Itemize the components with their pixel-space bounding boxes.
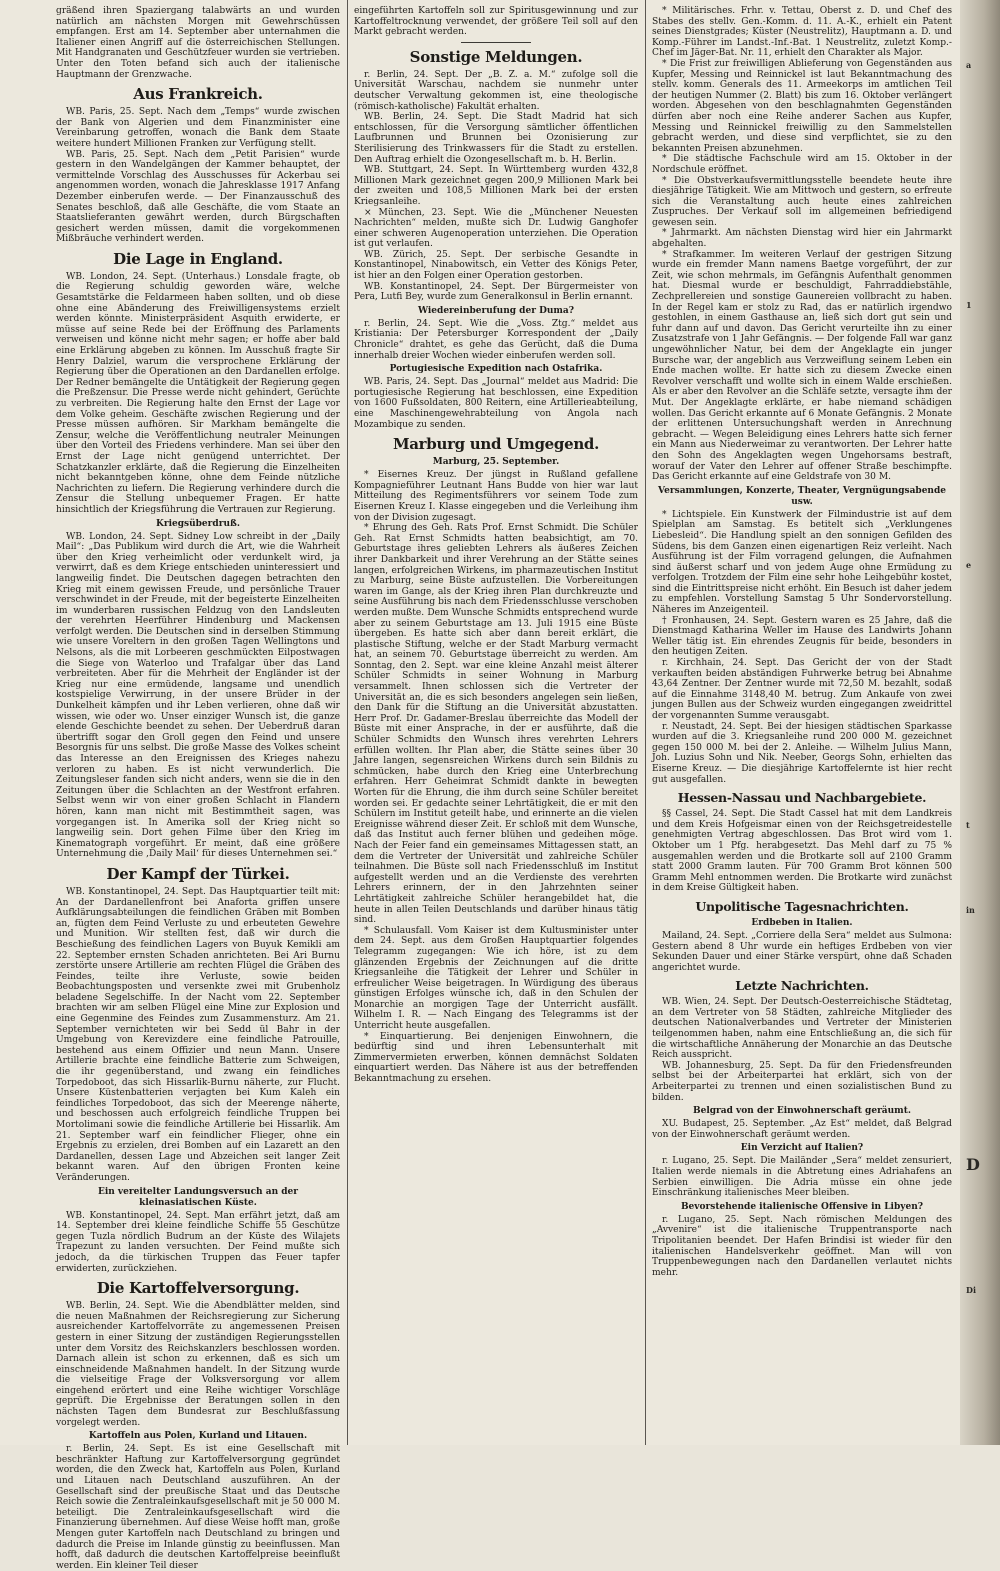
subheading: Wiedereinberufung der Duma? [417, 305, 575, 316]
headline-hessen: Hessen-Nassau und Nachbargebiete. [677, 790, 927, 806]
news-item: r. Berlin, 24. Sept. Der „B. Z. a. M.“ zufolge soll die Universität Warschau, nachdem sie nunmehr unter deutscher Verwaltung gekommen ist, eine theologische (römisch-katholische) Fakultät erhalten. [354, 69, 638, 112]
subheading: Bevorstehende italienische Offensive in Libyen? [680, 1201, 924, 1212]
subheading: Portugiesische Expedition nach Ostafrika. [389, 364, 603, 375]
subheading: Kriegsüberdruß. [156, 518, 240, 529]
news-item: WB. Zürich, 25. Sept. Der serbische Gesandte in Konstantinopel, Ninabowitsch, ein Vetter des Königs Peter, ist hier an den Folgen einer Operation gestorben. [354, 249, 638, 282]
news-item: WB. Paris, 25. Sept. Nach dem „Petit Parisien“ wurde gestern in den Wandelgängen der Kammer behauptet, der vermittelnde Vorschlag des Ausschusses für Ackerbau sei angenommen worden, wonach die Jahresklasse 1917 Anfang Dezember einberufen werde. — Der Finanzausschuß des Senates beschloß, daß alle Geschäfte, die vom Staate an Staatslieferanten gewährt werden, durch Bürgschaften gesichert werden müssen, damit die vorgekommenen Mißbräuche verhindert werden. [56, 149, 340, 245]
news-item: WB. Konstantinopel, 24. Sept. Der Bürgermeister von Pera, Lutfi Bey, wurde zum Generalkonsul in Berlin ernannt. [354, 281, 638, 303]
news-item: * Eisernes Kreuz. Der jüngst in Rußland gefallene Kompagnieführer Leutnant Hans Budde von hier war laut Mitteilung des Regimentsführers vor seinem Tode zum Eisernen Kreuz I. Klasse eingegeben und die Verleihung ihm von der Division zugesagt. [354, 470, 638, 523]
edge-fragment: Di [966, 1285, 976, 1295]
news-item: * Die Frist zur freiwilligen Ablieferung von Gegenständen aus Kupfer, Messing und Reinnickel ist laut Bekanntmachung des stellv. komm. Generals des 11. Armeekorps im amtlichen Teil der heutigen Nummer (2. Blatt) bis zum 16. Oktober verlängert worden. Abgesehen von den beschlagnahmten Gegenständen dürfen aber noch eine Reihe anderer Sachen aus Kupfer, Messing und Reinnickel freiwillig zu den Sammelstellen gebracht werden, und diese sind verpflichtet, sie zu den bekannten Preisen abzunehmen. [652, 58, 952, 154]
news-item: §§ Cassel, 24. Sept. Die Stadt Cassel hat mit dem Landkreis und dem Kreis Hofgeismar einen von der Reichsgetreidestelle genehmigten Vertrag abgeschlossen. Das Brot wird vom 1. Oktober um 1 Pfg. herabgesetzt. Das Mehl darf zu 75 % ausgemahlen werden und die Brotkarte soll auf 2100 Gramm statt 2000 Gramm lauten. Für 700 Gramm Brot können 500 Gramm Mehl entnommen werden. Die Brotkarte wird zunächst in dem Kreise Gültigkeit haben. [652, 809, 952, 894]
edge-fragment: a [966, 60, 972, 70]
news-item: WB. Konstantinopel, 24. Sept. Das Hauptquartier teilt mit: An der Dardanellenfront bei Anaforta griffen unsere Aufklärungsabteilungen die feindlichen Gräben mit Bomben an, fügten dem Feind Verluste zu und erbeuteten Gewehre und Munition. Wir stellten fest, daß wir durch die Beschießung des feindlichen Lagers von Buyuk Kemikli am 22. September ernsten Schaden anrichteten. Bei Ari Burnu zerstörte unsere Artillerie am rechten Flügel die Gräben des Feindes, teilte ihre Verluste, sowie beiden Beobachtungsposten und versenkte zwei mit Grubenholz beladene Segelschiffe. In der Nacht vom 22. September brachten wir am selben Flügel eine Mine zur Explosion und eine Gegenmine des Feindes zum Zusammensturz. Am 21. September vernichteten wir bei Sedd ül Bahr in der Umgebung von Kerevizdere eine feindliche Patrouille, bestehend aus einem Offizier und neun Mann. Unsere Artillerie brachte eine feindliche Batterie zum Schweigen, die ihr gegenüberstand, und zwang ein feindliches Torpedoboot, das sich Hissarlik-Burnu näherte, zur Flucht. Unsere Küstenbatterien verjagten bei Kum Kaleh ein feindliches Torpedoboot, das sich der Meerenge näherte, und beschossen auch erfolgreich feindliche Truppen bei Mortolimani sowie die feindliche Artillerie bei Hissarlik. Am 21. September warf ein feindlicher Flieger, ohne ein Ergebnis zu erzielen, drei Bomben auf ein Lazarett an den Dardanellen, dessen Lage und Abzeichen seit langer Zeit bekannt waren. Auf den übrigen Fronten keine Veränderungen. [56, 886, 340, 1183]
news-item: WB. Konstantinopel, 24. Sept. Man erfährt jetzt, daß am 14. September drei kleine feindliche Schiffe 55 Geschütze gegen Tuzla nördlich Budrum an der Küste des Wilajets Trapezunt zu landen versuchten. Der Feind mußte sich jedoch, da die türkischen Truppen das Feuer tapfer erwiderten, zurückziehen. [56, 1210, 340, 1274]
news-item: WB. Paris, 25. Sept. Nach dem „Temps“ wurde zwischen der Bank von Algerien und dem Finanzminister eine Vereinbarung getroffen, wonach die Bank dem Staate weitere hundert Millionen Franken zur Verfügung stellt. [56, 107, 340, 149]
news-item: r. Lugano, 25. Sept. Nach römischen Meldungen des „Avvenire“ ist die italienische Truppentransporte nach Tripolitanien beendet. Der Hafen Brindisi ist wieder für den italienischen Handelsverkehr geöffnet. Man will von Truppenbewegungen nach den Dardanellen verlautet nichts mehr. [652, 1214, 952, 1278]
subheading: Versammlungen, Konzerte, Theater, Vergnügungsabende usw. [658, 485, 946, 507]
column-3 [652, 6, 952, 1439]
news-item: * Schulausfall. Vom Kaiser ist dem Kultusminister unter dem 24. Sept. aus dem Großen Hauptquartier folgendes Telegramm zugegangen: Wie ich höre, ist zu dem glänzenden Ergebnis der Zeichnungen auf die dritte Kriegsanleihe die Tätigkeit der Lehrer und Schüler in erfreulicher Weise beigetragen. In Würdigung des überaus günstigen Erfolges wünsche ich, daß in den Schulen der Monarchie an morgigen Tage der Unterricht ausfällt. Wilhelm I. R. — Nach Eingang des Telegramms ist der Unterricht heute ausgefallen. [354, 925, 638, 1032]
news-item: * Einquartierung. Bei denjenigen Einwohnern, die bedürftig sind und ihren Lebensunterhalt mit Zimmervermieten erwerben, können demnächst Soldaten einquartiert werden. Das Nähere ist aus der betreffenden Bekanntmachung zu ersehen. [354, 1031, 638, 1085]
headline-frankreich: Aus Frankreich. [133, 85, 263, 104]
headline-england: Die Lage in England. [113, 249, 283, 268]
edge-fragment: in [966, 905, 975, 915]
news-item: WB. London, 24. Sept. (Unterhaus.) Lonsdale fragte, ob die Regierung schuldig geworden wäre, welche Gesamtstärke die Feldarmeen haben sollten, und ob diese ohne eine Abänderung des Freiwilligensystems erzielt werden könnte. Ministerpräsident Asquith erwiderte, er müsse auf seine Rede bei der Eröffnung des Parlaments verweisen und könne nicht mehr sagen; er hoffe aber bald eine Erklärung abgeben zu können. Im Ausschuß fragte Sir Henry Dalziel, warum die versprochene Erklärung der Regierung über die Operationen an den Dardanellen erfolge. Der Redner bemängelte die Untätigkeit der Regierung gegen die Preßzensur. Die Presse werde nicht gehindert, Gerüchte zu verbreiten. Die Regierung halte den Ernst der Lage vor dem Volke geheim. Geschäfte zwischen Regierung und der Presse müssen aufhören. Sir Markham bemängelte die Zensur, welche die Veröffentlichung neutraler Meinungen über den Vorteil des Friedens verhindere. Man sei über den Ernst der Lage nicht genügend unterrichtet. Der Schatzkanzler erklärte, daß die Regierung die Einzelheiten nicht bekanntgeben könne, ohne dem Feinde nützliche Nachrichten zu liefern. Die Regierung verhindere durch die Zensur die Stellung unbequemer Fragen. Er hatte hinsichtlich der Kriegsführung die Vertrauen zur Regierung. [56, 271, 340, 515]
subheading: Ein Verzicht auf Italien? [740, 1143, 864, 1154]
news-item: WB. London, 24. Sept. Sidney Low schreibt in der „Daily Mail“: „Das Publikum wird durch die Art, wie die Wahrheit über den Krieg verheimlicht oder verdunkelt wird, ja verwirrt, daß es dem Kriege entschieden uninteressiert und langweilig findet. Die Deutschen dagegen betrachten den Krieg mit einem gewissen Freude, und persönliche Trauer verschwindet in der Freude, mit der begeisterte Einzelheiten im wunderbaren russischen Feldzug von den Landsleuten der verehrten Heerführer Hindenburg und Mackensen verfolgt werden. Die Deutschen sind in derselben Stimmung wie unsere Voreltern in den großen Tagen Wellingtons und Nelsons, als die mit Lorbeeren geschmückten Eilpostwagen die Siege von Waterloo und Trafalgar über das Land verbreiteten. Aber für die Mehrheit der Engländer ist der Krieg nur eine ermüdende, langsame und unendlich kostspielige Verwirrung, in der unsere Brüder in der Dunkelheit kämpfen und ihr Leben verlieren, ohne daß wir wissen, wie oder wo. Unser einziger Wunsch ist, die ganze elende Geschichte beendet zu sehen. Der Ueberdruß daran übertrifft sogar den Groll gegen den Feind und unsere Besorgnis für uns selbst. Die große Masse des Volkes scheint das Interesse an den Ereignissen des Krieges nahezu verloren zu haben. Es ist nicht verwunderlich. Die Zeitungsleser fanden sich nicht anders, wenn sie die in den Zeitungen über die Schlachten an der Westfront erfahren. Selbst wenn wir von einer großen Schlacht in Flandern hören, kann man nicht mit Bestimmtheit sagen, was vorgegangen ist. In Amerika soll der Krieg nicht so langweilig sein. Dort gehen Filme über den Krieg im Kinematograph vorgeführt. Er meint, daß eine größere Unternehmung die ‚Daily Mail‘ für dieses Unternehmen sei.“ [56, 531, 340, 860]
headline-unpolitische: Unpolitische Tagesnachrichten. [695, 898, 909, 914]
news-item: r. Lugano, 25. Sept. Die Mailänder „Sera“ meldet zensuriert, Italien werde niemals in die Abtretung eines Adriahafens an Serbien einwilligen. Die Adria müsse ein ohne jede Einschränkung italienisches Meer bleiben. [652, 1156, 952, 1199]
news-item: * Strafkammer. Im weiteren Verlauf der gestrigen Sitzung wurde ein fremder Mann namens Baetge vorgeführt, der zur Zeit, wie schon mehrmals, im Gefängnis Aufenthalt genommen hat. Diesmal wurde er beschuldigt, Fahrraddiebstähle, Zechprellereien und sonstige Gaunereien vollbracht zu haben. In der Regel kam er stolz zu Rad, das er natürlich irgendwo gestohlen, in einem Gasthause an, ließ sich dort gut sein und fuhr dann auf und davon. Das Gericht verurteilte ihn zu einer Zusatzstrafe von 1 Jahr Gefängnis. — Der folgende Fall war ganz ungewöhnlicher Natur, bei dem der Angeklagte ein junger Bursche war, der angeblich aus Verzweiflung seinem Leben ein Ende machen wollte. Er hatte sich zu diesem Zwecke einen Revolver verschafft und wollte sich in einem Walde erschießen. Als er aber den Revolver an die Schläfe setzte, versagte ihm der Mut. Der Angeklagte erklärte, er habe niemand schädigen wollen. Das Gericht erkannte auf 6 Monate Gefängnis. 2 Monate der erlittenen Untersuchungshaft werden in Anrechnung gebracht. — Wegen Beleidigung eines Lehrers hatte sich ferner ein Mann aus Niederweimar zu verantworten. Der Lehrer hatte den Sohn des Angeklagten wegen Ungehorsams bestraft, worauf der Vater den Lehrer auf offener Straße beschimpfte. Das Gericht erkannte auf eine Geldstrafe von 30 M. [652, 249, 952, 483]
news-item: XU. Budapest, 25. September. „Az Est“ meldet, daß Belgrad von der Einwohnerschaft geräumt werden. [652, 1119, 952, 1140]
edge-fragment: 1 [966, 300, 972, 310]
headline-tuerkei: Der Kampf der Türkei. [106, 864, 290, 883]
news-item: r. Berlin, 24. Sept. Wie die „Voss. Ztg.“ meldet aus Kristiania: Der Petersburger Korrespondent der „Daily Chronicle“ drahtet, es gehe das Gerücht, daß die Duma innerhalb dreier Wochen wieder einberufen werden soll. [354, 318, 638, 361]
news-item: × München, 23. Sept. Wie die „Münchener Neuesten Nachrichten“ melden, mußte sich Dr. Ludwig Ganghofer einer schweren Augenoperation unterziehen. Die Operation ist gut verlaufen. [354, 207, 638, 250]
subheading: Kartoffeln aus Polen, Kurland und Litauen. [88, 1431, 308, 1442]
news-item: * Militärisches. Frhr. v. Tettau, Oberst z. D. und Chef des Stabes des stellv. Gen.-Komm. d. 11. A.-K., erhielt ein Patent seines Dienstgrades; Küster (Neustrelitz), Hauptmann a. D. und Komp.-Führer im Landst.-Inf.-Bat. 1 Neustrelitz, zuletzt Komp.-Chef im Jäger-Bat. Nr. 11, erhielt den Charakter als Major. [652, 6, 952, 59]
article-continuation: eingeführten Kartoffeln soll zur Spiritusgewinnung und zur Kartoffeltrocknung verwendet, der größere Teil soll auf den Markt gebracht werden. [354, 6, 638, 38]
news-item: † Fronhausen, 24. Sept. Gestern waren es 25 Jahre, daß die Dienstmagd Katharina Weller im Hause des Landwirts Johann Weller tätig ist. Ein ehrendes Zeugnis für beide, besonders in den heutigen Zeiten. [652, 615, 952, 658]
subheading: Ein vereitelter Landungsversuch an der kleinasiatischen Küste. [97, 1186, 299, 1208]
news-item: * Lichtspiele. Ein Kunstwerk der Filmindustrie ist auf dem Spielplan am Samstag. Es betitelt sich „Verklungenes Liebesleid“. Die Handlung spielt an den sonnigen Gefilden des Südens, bis dem Ganzen einen eigenartigen Reiz verleiht. Nach Ausführung ist der Film vorragend gelungen, die Aufnahmen sind äußerst scharf und von jedem Auge ohne Ermüdung zu verfolgen. Trotzdem der Film eine sehr hohe Leihgebühr kostet, sind die Eintrittspreise nicht erhöht. Ein Besuch ist daher jedem zu empfehlen. Vorstellung Samstag 5 Uhr Sondervorstellung. Näheres im Anzeigenteil. [652, 509, 952, 616]
dateline: Marburg, 25. September. [432, 457, 560, 468]
column-rule [645, 0, 646, 1445]
news-item: WB. Berlin, 24. Sept. Die Stadt Madrid hat sich entschlossen, für die Versorgung sämtlicher öffentlichen Laufbrunnen und Brunnen bei Ozonisierung zur Sterilisierung des Trinkwassers für die Stadt zu erstellen. Den Auftrag erhielt die Ozongesellschaft m. b. H. Berlin. [354, 112, 638, 165]
adjacent-page-edge [960, 0, 1000, 1445]
column-rule [347, 0, 348, 1445]
headline-kartoffel: Die Kartoffelversorgung. [96, 1279, 300, 1298]
news-item: r. Kirchhain, 24. Sept. Das Gericht der von der Stadt verkauften beiden abständigen Fuhrwerke betrug bei Abnahme 43,64 Zentner. Der Zentner wurde mit 72,50 M. bezahlt, sodaß auf die Einnahme 3148,40 M. betrug. Zum Ankaufe von zwei jungen Bullen aus der Schweiz wurden eingegangen zweidrittel der vorgenannten Summe verausgabt. [652, 658, 952, 721]
headline-letzte: Letzte Nachrichten. [735, 978, 869, 994]
news-item: r. Neustadt, 24. Sept. Bei der hiesigen städtischen Sparkasse wurden auf die 3. Kriegsanleihe rund 200 000 M. gezeichnet gegen 150 000 M. bei der 2. Anleihe. — Wilhelm Julius Mann, Joh. Luzius Sohn und Nik. Neeber, Georgs Sohn, erhielten das Eiserne Kreuz. — Die diesjährige Kartoffelernte ist hier recht gut ausgefallen. [652, 721, 952, 785]
news-item: * Ehrung des Geh. Rats Prof. Ernst Schmidt. Die Schüler Geh. Rat Ernst Schmidts hatten beabsichtigt, am 70. Geburtstage ihres geliebten Lehrers als äußeres Zeichen ihrer Dankbarkeit und ihrer Verehrung an der Stätte seines langen, erfolgreichen Wirkens, im pharmazeutischen Institut zu Marburg, seine Büste aufzustellen. Die Vorbereitungen waren im Gange, als der Krieg ihren Plan durchkreuzte und seine Ausführung bis nach dem Friedensschlusse verschoben werden mußte. Dem Wunsche Schmidts entsprechend wurde aber zu seinem Geburtstage am 13. Juli 1915 eine Büste übergeben. Es hatte sich aber dann bereit erklärt, die plastische Stiftung, welche er der Stadt Marburg vermacht hat, an seinem 70. Geburtstage überreicht zu werden. Am Sonntag, den 2. Sept. war eine kleine Anzahl meist älterer Schüler Schmidts in seiner Wohnung in Marburg versammelt. Ihnen schlossen sich die Vertreter der Universität an, die es sich besonders angelegen sein ließen, den Dank für die Stiftung an die Universität abzustatten. Herr Prof. Dr. Gadamer-Breslau überreichte das Modell der Büste mit einer Ansprache, in der er ausführte, daß die Schüler Schmidts den Wunsch ihres verehrten Lehrers erfüllen wollten. Ihr Plan aber, die Stätte seines über 30 Jahre langen, segensreichen Wirkens durch sein Bildnis zu schmücken, habe durch den Krieg eine Unterbrechung erfahren. Herr Geheimrat Schmidt dankte in bewegten Worten für die Ehrung, die ihm durch seine Schüler bereitet worden sei. Er gedachte seiner Lehrtätigkeit, die er mit den Schülern im Institut geteilt habe, und erinnerte an die vielen Ereignisse während dieser Zeit. Er schloß mit dem Wunsche, daß das Institut auch ferner blühen und gedeihen möge. Nach der Feier fand ein gemeinsames Mittagessen statt, an dem die Vertreter der Universität und zahlreiche Schüler teilnahmen. Die Büste soll nach Friedensschluß im Institut aufgestellt werden und an die Verdienste des verehrten Lehrers erinnern, der in den Jahrzehnten seiner Lehrtätigkeit zahlreiche Schüler herangebildet hat, die heute in allen Teilen Deutschlands und darüber hinaus tätig sind. [354, 523, 638, 926]
edge-fragment: t [966, 820, 970, 830]
news-item: WB. Wien, 24. Sept. Der Deutsch-Oesterreichische Städtetag, an dem Vertreter von 58 Städten, zahlreiche Mitglieder des deutschen Nationalverbandes und Vertreter der Ministerien teilgenommen haben, nahm eine Entschließung an, die sich für die wirtschaftliche Annäherung der Monarchie an das Deutsche Reich ausspricht. [652, 997, 952, 1061]
news-item: Mailand, 24. Sept. „Corriere della Sera“ meldet aus Sulmona: Gestern abend 8 Uhr wurde ein heftiges Erdbeben von vier Sekunden Dauer und einer Stärke verspürt, ohne daß Schaden angerichtet wurde. [652, 930, 952, 973]
column-2 [354, 6, 638, 1439]
news-item: r. Berlin, 24. Sept. Es ist eine Gesellschaft mit beschränkter Haftung zur Kartoffelversorgung gegründet worden, die den Zweck hat, Kartoffeln aus Polen, Kurland und Litauen nach Deutschland auszuführen. An der Gesellschaft sind der preußische Staat und das Deutsche Reich sowie die Zentraleinkaufsgesellschaft mit je 50 000 M. beteiligt. Die Zentraleinkaufsgesellschaft wird die Finanzierung übernehmen. Auf diese Weise hofft man, große Mengen guter Kartoffeln nach Deutschland zu bringen und dadurch die Preise im Inlande günstig zu beeinflussen. Man hofft, daß dadurch die deutschen Kartoffelpreise beeinflußt werden. Ein kleiner Teil dieser [56, 1444, 340, 1571]
headline-sonstige: Sonstige Meldungen. [409, 47, 583, 66]
news-item: WB. Berlin, 24. Sept. Wie die Abendblätter melden, sind die neuen Maßnahmen der Reichsregierung zur Sicherung ausreichender Kartoffelvorräte zu angemessenen Preisen gestern in einer Sitzung der zuständigen Regierungsstellen unter dem Vorsitz des Reichskanzlers beschlossen worden. Darnach allein ist schon zu erkennen, daß es sich um einschneidende Maßnahmen handelt. In der Sitzung wurde die vielseitige Frage der Volksversorgung vor allem eingehend erörtert und eine Reihe wichtiger Vorschläge geprüft. Die Ergebnisse der Beratungen sollen in den nächsten Tagen dem Bundesrat zur Beschlußfassung vorgelegt werden. [56, 1301, 340, 1428]
subheading: Belgrad von der Einwohnerschaft geräumt. [692, 1106, 911, 1117]
news-item: * Die städtische Fachschule wird am 15. Oktober in der Nordschule eröffnet. [652, 154, 952, 175]
separator [461, 42, 531, 43]
edge-fragment: e [966, 560, 972, 570]
headline-marburg: Marburg und Umgegend. [392, 435, 600, 454]
news-item: * Jahrmarkt. Am nächsten Dienstag wird hier ein Jahrmarkt abgehalten. [652, 228, 952, 250]
subheading: Erdbeben in Italien. [751, 917, 853, 928]
news-item: WB. Stuttgart, 24. Sept. In Württemberg wurden 432,8 Millionen Mark gezeichnet gegen 200,9 Millionen Mark bei der zweiten und 108,5 Millionen Mark bei der ersten Kriegsanleihe. [354, 165, 638, 207]
article-continuation: gräßend ihren Spaziergang talabwärts an und wurden natürlich am nächsten Morgen mit Gewehrschüssen empfangen. Erst am 14. September aber unternahmen die Italiener einen Angriff auf die österreichischen Stellungen. Mit Handgranaten und Geschützfeuer wurden sie vertrieben. Unter den Toten befand sich auch der italienische Hauptmann der Grenzwache. [56, 6, 340, 80]
news-item: * Die Obstverkaufsvermittlungsstelle beendete heute ihre diesjährige Tätigkeit. Wie am Mittwoch und gestern, so erfreute sich die Veranstaltung auch heute eines zahlreichen Zuspruches. Der Verkauf soll im allgemeinen befriedigend gewesen sein. [652, 175, 952, 228]
column-1 [56, 6, 340, 1571]
news-item: WB. Johannesburg, 25. Sept. Da für den Friedensfreunden selbst bei der Arbeiterpartei hat erklärt, sich von der Arbeiterpartei zu trennen und einen sozialistischen Bund zu bilden. [652, 1060, 952, 1103]
news-item: WB. Paris, 24. Sept. Das „Journal“ meldet aus Madrid: Die portugiesische Regierung hat beschlossen, eine Expedition von 1600 Fußsoldaten, 800 Reitern, eine Artillerieabteilung, eine Maschinengewehrabteilung von Angola nach Mozambique zu senden. [354, 377, 638, 430]
edge-fragment: D [966, 1155, 980, 1174]
